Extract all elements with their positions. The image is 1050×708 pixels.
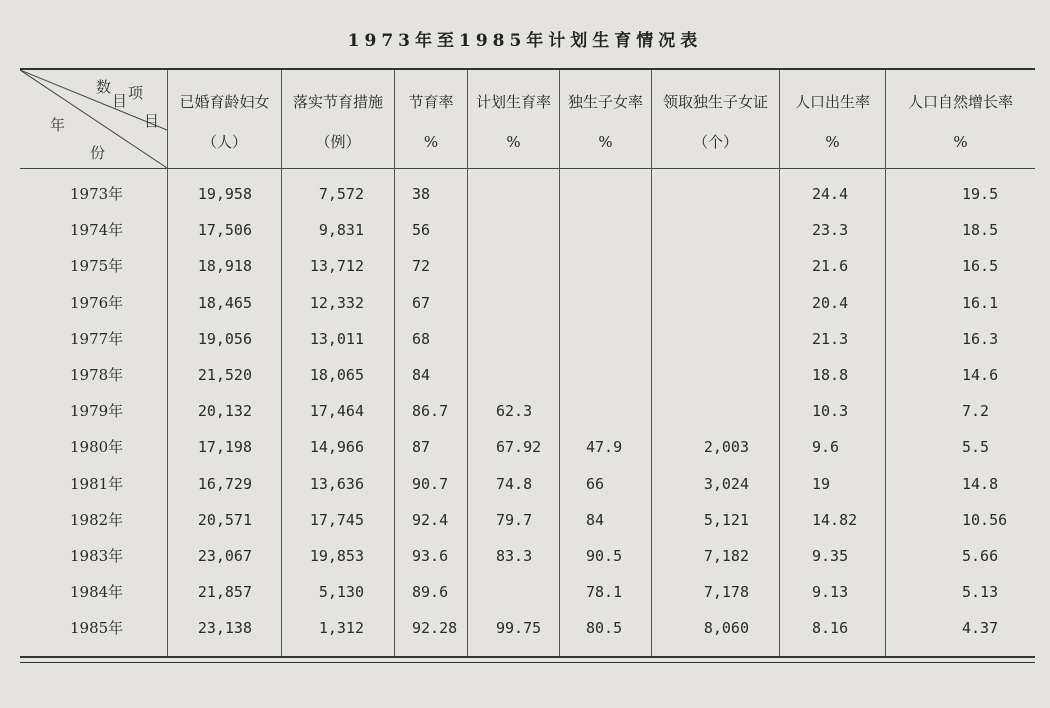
table-bottom-rule-thin [20, 662, 1035, 663]
cell-only-child-rate: 78.1 [586, 583, 623, 601]
cell-growth-rate: 19.5 [962, 185, 999, 203]
header-corner-cell [20, 70, 167, 168]
column-header-planned-birth-rate: 计划生育率 % [475, 93, 551, 151]
cell-growth-rate: 16.5 [962, 257, 999, 275]
table-row [0, 502, 1050, 538]
cell-year: 1979年 [70, 402, 124, 420]
cell-measures: 13,011 [309, 330, 364, 348]
cell-birth-rate: 9.13 [812, 583, 849, 601]
header-divider-rule [20, 168, 1035, 169]
cell-year: 1985年 [70, 619, 124, 637]
column-header-only-child-rate: 独生子女率 % [567, 93, 643, 151]
table-row [0, 393, 1050, 429]
cell-measures: 17,745 [309, 511, 364, 529]
cell-growth-rate: 16.3 [962, 330, 999, 348]
cell-measures: 13,636 [309, 475, 364, 493]
corner-label-items: 目 [144, 112, 160, 130]
cell-planned-birth-rate: 99.75 [496, 619, 542, 637]
cell-women: 23,138 [197, 619, 252, 637]
cell-birth-control-rate: 38 [412, 185, 431, 203]
cell-growth-rate: 5.66 [962, 547, 999, 565]
cell-measures: 9,831 [318, 221, 364, 239]
cell-growth-rate: 7.2 [962, 402, 990, 420]
cell-birth-control-rate: 84 [412, 366, 431, 384]
cell-only-child-rate: 84 [586, 511, 605, 529]
cell-birth-rate: 24.4 [812, 185, 849, 203]
cell-year: 1982年 [70, 511, 124, 529]
cell-measures: 5,130 [318, 583, 364, 601]
cell-only-child-certs: 5,121 [703, 511, 749, 529]
table-row [0, 538, 1050, 574]
cell-women: 20,132 [197, 402, 252, 420]
cell-year: 1983年 [70, 547, 124, 565]
cell-birth-control-rate: 67 [412, 294, 431, 312]
cell-women: 16,729 [197, 475, 252, 493]
cell-year: 1973年 [70, 185, 124, 203]
cell-birth-control-rate: 72 [412, 257, 431, 275]
cell-measures: 7,572 [318, 185, 364, 203]
table-row [0, 429, 1050, 465]
cell-year: 1976年 [70, 294, 124, 312]
cell-year: 1977年 [70, 330, 124, 348]
cell-measures: 18,065 [309, 366, 364, 384]
table-top-rule [20, 68, 1035, 70]
cell-year: 1974年 [70, 221, 124, 239]
cell-planned-birth-rate: 74.8 [496, 475, 533, 493]
cell-growth-rate: 5.13 [962, 583, 999, 601]
cell-women: 18,918 [197, 257, 252, 275]
table-row [0, 610, 1050, 646]
table-row [0, 176, 1050, 212]
cell-women: 17,198 [197, 438, 252, 456]
cell-birth-control-rate: 68 [412, 330, 431, 348]
cell-only-child-rate: 90.5 [586, 547, 623, 565]
column-header-contraception-measures: 落实节育措施 （例） [292, 93, 383, 151]
cell-measures: 14,966 [309, 438, 364, 456]
corner-label-year: 份 [90, 144, 106, 162]
table-row [0, 357, 1050, 393]
cell-planned-birth-rate: 67.92 [496, 438, 542, 456]
cell-birth-control-rate: 89.6 [412, 583, 449, 601]
cell-only-child-certs: 7,182 [703, 547, 749, 565]
cell-measures: 1,312 [318, 619, 364, 637]
cell-growth-rate: 18.5 [962, 221, 999, 239]
cell-only-child-certs: 7,178 [703, 583, 749, 601]
corner-label-items: 项 [128, 84, 144, 102]
table-row [0, 285, 1050, 321]
table-row [0, 466, 1050, 502]
cell-year: 1975年 [70, 257, 124, 275]
cell-growth-rate: 16.1 [962, 294, 999, 312]
cell-birth-control-rate: 86.7 [412, 402, 449, 420]
cell-only-child-certs: 3,024 [703, 475, 749, 493]
cell-birth-rate: 21.6 [812, 257, 849, 275]
cell-women: 23,067 [197, 547, 252, 565]
table-row [0, 574, 1050, 610]
cell-only-child-certs: 2,003 [703, 438, 749, 456]
cell-birth-rate: 21.3 [812, 330, 849, 348]
cell-planned-birth-rate: 83.3 [496, 547, 533, 565]
cell-year: 1981年 [70, 475, 124, 493]
cell-measures: 17,464 [309, 402, 364, 420]
corner-label-items: 目 [112, 92, 128, 110]
cell-women: 21,857 [197, 583, 252, 601]
cell-growth-rate: 10.56 [962, 511, 1008, 529]
table-bottom-rule [20, 656, 1035, 658]
cell-women: 19,958 [197, 185, 252, 203]
cell-measures: 19,853 [309, 547, 364, 565]
cell-only-child-rate: 47.9 [586, 438, 623, 456]
cell-birth-control-rate: 92.28 [412, 619, 458, 637]
cell-birth-control-rate: 93.6 [412, 547, 449, 565]
column-header-natural-growth-rate: 人口自然增长率 % [907, 93, 1013, 151]
column-header-birth-rate: 人口出生率 % [794, 93, 870, 151]
cell-birth-control-rate: 87 [412, 438, 431, 456]
cell-measures: 13,712 [309, 257, 364, 275]
cell-birth-rate: 8.16 [812, 619, 849, 637]
cell-growth-rate: 14.6 [962, 366, 999, 384]
table-row [0, 212, 1050, 248]
cell-only-child-rate: 66 [586, 475, 605, 493]
column-header-only-child-certificates: 领取独生子女证 （个） [662, 93, 768, 151]
page-title: 1973年至1985年计划生育情况表 [347, 31, 703, 51]
cell-only-child-certs: 8,060 [703, 619, 749, 637]
corner-label-items: 数 [96, 78, 112, 96]
cell-growth-rate: 5.5 [962, 438, 990, 456]
cell-birth-control-rate: 56 [412, 221, 431, 239]
cell-birth-control-rate: 92.4 [412, 511, 449, 529]
cell-year: 1984年 [70, 583, 124, 601]
cell-women: 19,056 [197, 330, 252, 348]
cell-women: 17,506 [197, 221, 252, 239]
cell-birth-rate: 19 [812, 475, 831, 493]
cell-measures: 12,332 [309, 294, 364, 312]
cell-year: 1980年 [70, 438, 124, 456]
cell-planned-birth-rate: 62.3 [496, 402, 533, 420]
cell-birth-rate: 9.35 [812, 547, 849, 565]
cell-birth-rate: 9.6 [812, 438, 840, 456]
corner-label-year: 年 [50, 116, 66, 134]
cell-year: 1978年 [70, 366, 124, 384]
cell-only-child-rate: 80.5 [586, 619, 623, 637]
cell-birth-rate: 14.82 [812, 511, 858, 529]
cell-birth-control-rate: 90.7 [412, 475, 449, 493]
table-row [0, 248, 1050, 284]
column-header-married-women: 已婚育龄妇女 （人） [179, 93, 270, 151]
cell-birth-rate: 10.3 [812, 402, 849, 420]
cell-women: 21,520 [197, 366, 252, 384]
cell-birth-rate: 23.3 [812, 221, 849, 239]
column-header-birth-control-rate: 节育率 % [408, 93, 454, 151]
cell-birth-rate: 20.4 [812, 294, 849, 312]
cell-women: 18,465 [197, 294, 252, 312]
cell-birth-rate: 18.8 [812, 366, 849, 384]
table-row [0, 321, 1050, 357]
cell-growth-rate: 4.37 [962, 619, 999, 637]
cell-planned-birth-rate: 79.7 [496, 511, 533, 529]
cell-growth-rate: 14.8 [962, 475, 999, 493]
cell-women: 20,571 [197, 511, 252, 529]
